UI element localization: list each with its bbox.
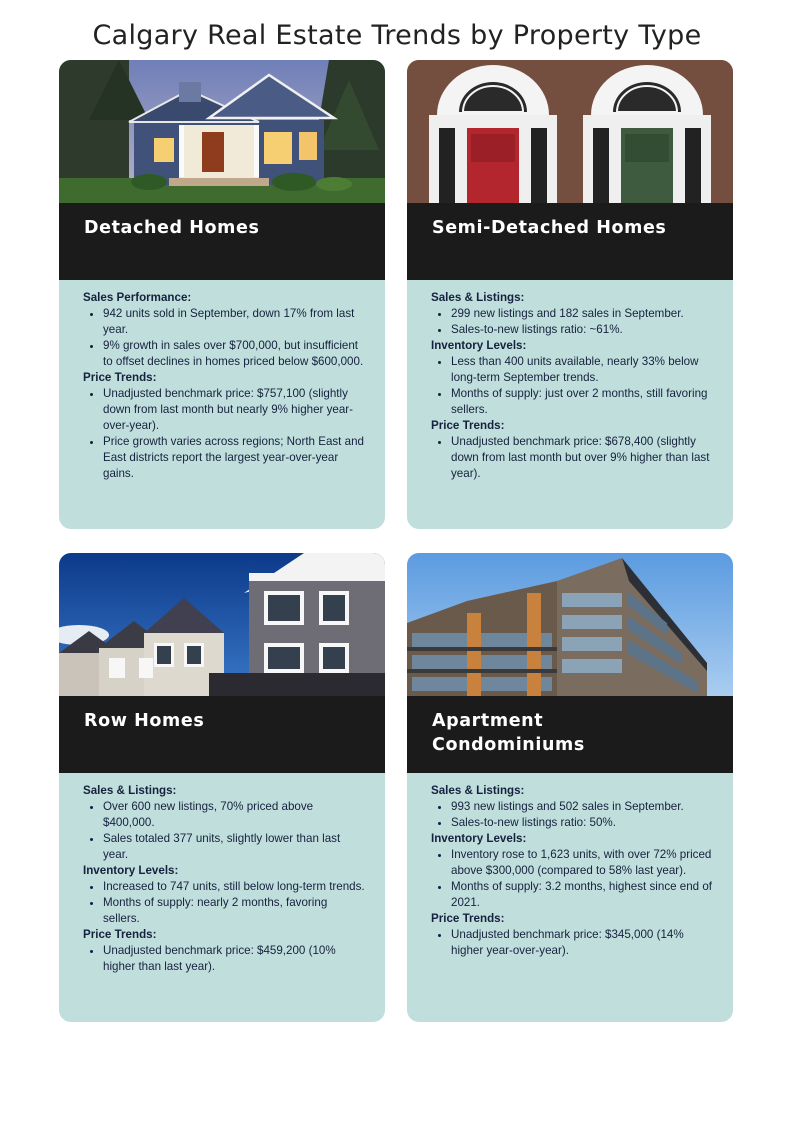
card-body	[83, 290, 365, 482]
card-detached-homes	[59, 60, 385, 529]
list-item: • Price growth varies across regions; North East and East districts report the largest year-over-year gains.	[103, 434, 365, 482]
list-item: • Sales-to-new listings ratio: 50%.	[451, 815, 713, 831]
section-title: Inventory Levels:	[431, 832, 527, 845]
list-item: • 993 new listings and 502 sales in September.	[451, 799, 713, 815]
bullet-list	[83, 386, 365, 482]
section-title: Price Trends:	[83, 371, 157, 384]
list-item: • Increased to 747 units, still below long-term trends.	[103, 879, 365, 895]
list-item: • Inventory rose to 1,623 units, with over 72% priced above $300,000 (compared to 58% last year).	[451, 847, 713, 879]
bullet-list	[431, 434, 713, 482]
section-title: Sales Performance:	[83, 291, 192, 304]
bullet-list	[431, 847, 713, 911]
apartment-building-photo	[407, 553, 733, 696]
detached-house-photo	[59, 60, 385, 203]
bullet-list	[431, 927, 713, 959]
bullet-list	[83, 799, 365, 863]
list-item: • 299 new listings and 182 sales in September.	[451, 306, 713, 322]
card-semi-detached-homes	[407, 60, 733, 529]
card-apartment-condominiums	[407, 553, 733, 1022]
section-title: Inventory Levels:	[83, 864, 179, 877]
semi-detached-doors-photo	[407, 60, 733, 203]
bullet-list	[83, 879, 365, 927]
section-title: Sales & Listings:	[431, 291, 525, 304]
bullet-list	[431, 354, 713, 418]
list-item: • Unadjusted benchmark price: $757,100 (slightly down from last month but nearly 9% higher year-over-year).	[103, 386, 365, 434]
list-item: • Unadjusted benchmark price: $459,200 (10% higher than last year).	[103, 943, 365, 975]
bullet-list	[83, 306, 365, 370]
section-title: Price Trends:	[431, 419, 505, 432]
list-item: • Months of supply: nearly 2 months, favoring sellers.	[103, 895, 365, 927]
card-heading: Row Homes	[84, 711, 205, 731]
bullet-list	[83, 943, 365, 975]
card-body	[83, 783, 365, 975]
row-homes-photo	[59, 553, 385, 696]
section-title: Price Trends:	[83, 928, 157, 941]
list-item: • Less than 400 units available, nearly 33% below long-term September trends.	[451, 354, 713, 386]
card-heading: Detached Homes	[84, 218, 260, 238]
card-heading-band	[59, 696, 385, 773]
list-item: • Sales totaled 377 units, slightly lower than last year.	[103, 831, 365, 863]
list-item: • Unadjusted benchmark price: $345,000 (14% higher year-over-year).	[451, 927, 713, 959]
list-item: • 9% growth in sales over $700,000, but insufficient to offset declines in homes priced below $600,000.	[103, 338, 365, 370]
card-heading-band	[407, 203, 733, 280]
bullet-list	[431, 799, 713, 831]
bullet-list	[431, 306, 713, 338]
list-item: • Unadjusted benchmark price: $678,400 (slightly down from last month but over 9% higher than last year).	[451, 434, 713, 482]
section-title: Price Trends:	[431, 912, 505, 925]
list-item: • 942 units sold in September, down 17% from last year.	[103, 306, 365, 338]
section-title: Sales & Listings:	[83, 784, 177, 797]
card-heading-band	[59, 203, 385, 280]
list-item: • Months of supply: just over 2 months, still favoring sellers.	[451, 386, 713, 418]
card-heading-band	[407, 696, 733, 773]
list-item: • Months of supply: 3.2 months, highest since end of 2021.	[451, 879, 713, 911]
card-row-homes	[59, 553, 385, 1022]
card-body	[431, 290, 713, 482]
list-item: • Over 600 new listings, 70% priced above $400,000.	[103, 799, 365, 831]
card-heading: Apartment Condominiums	[432, 711, 585, 755]
section-title: Inventory Levels:	[431, 339, 527, 352]
list-item: • Sales-to-new listings ratio: ~61%.	[451, 322, 713, 338]
page-title: Calgary Real Estate Trends by Property Type	[92, 20, 702, 51]
card-heading: Semi-Detached Homes	[432, 218, 667, 238]
card-body	[431, 783, 713, 959]
section-title: Sales & Listings:	[431, 784, 525, 797]
